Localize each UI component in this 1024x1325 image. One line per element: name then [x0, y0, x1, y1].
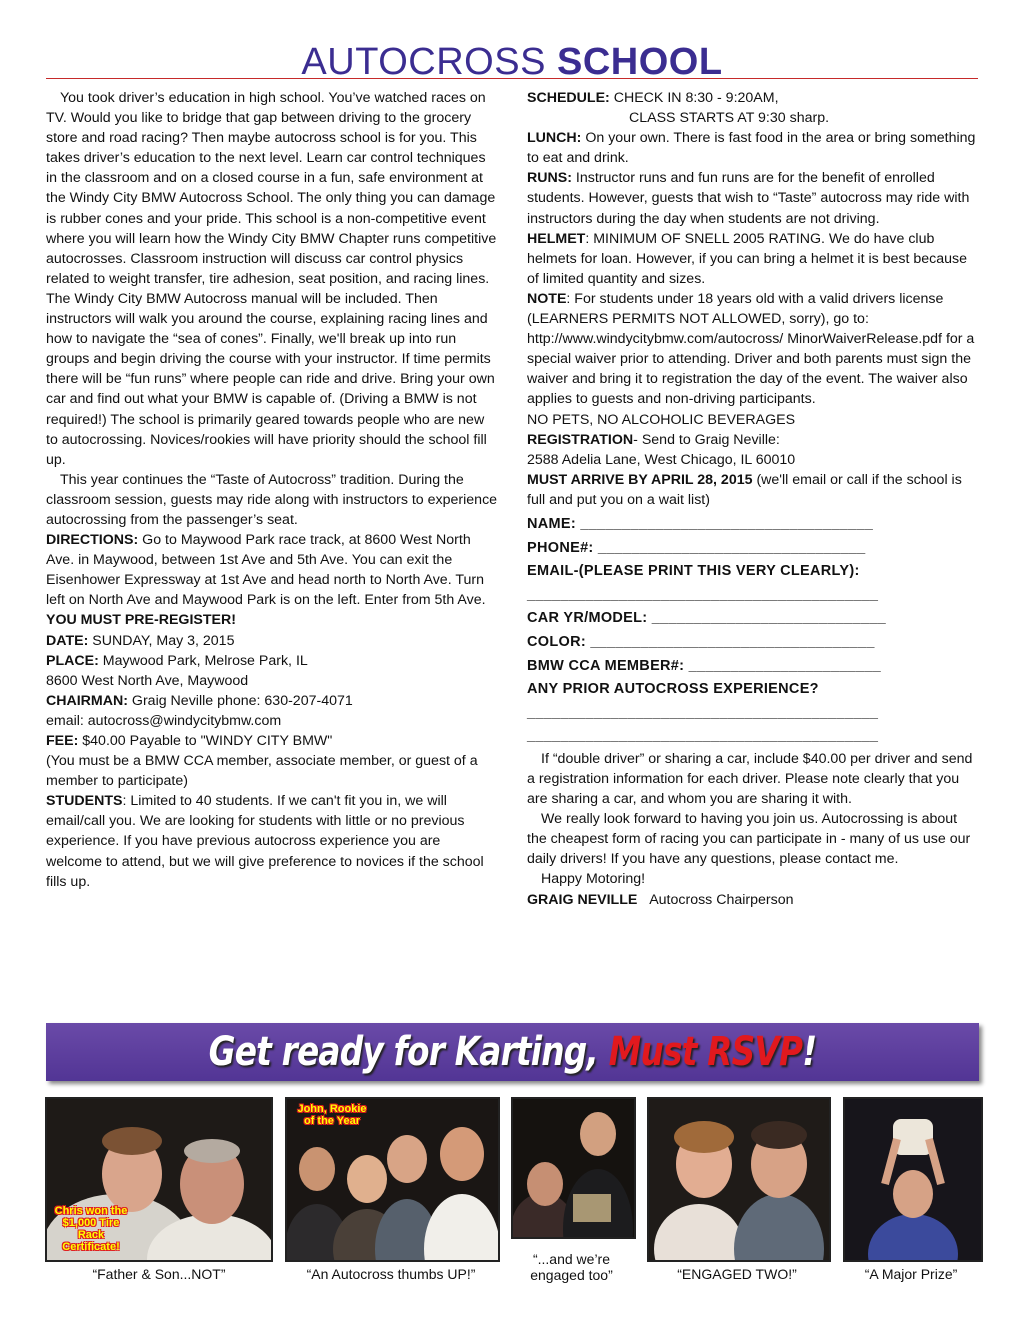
- place-address: 8600 West North Ave, Maywood: [46, 672, 249, 689]
- form-experience-field-1[interactable]: __________________________________________: [527, 704, 879, 721]
- preregister-notice: YOU MUST PRE-REGISTER!: [46, 612, 236, 629]
- form-car-field[interactable]: CAR YR/MODEL: ____________________________: [527, 610, 886, 627]
- date-label: DATE:: [46, 632, 89, 649]
- helmet-text: : MINIMUM OF SNELL 2005 RATING. We do have club helmets for loan. However, if you can bring a helmet it is best because of limited quantity and sizes.: [527, 230, 968, 287]
- taste-paragraph: This year continues the “Taste of Autocross” tradition. During the classroom session, guests may ride along with instructors to experience autocrossing from the passenger’s seat.: [46, 471, 498, 528]
- form-email-label: EMAIL-(PLEASE PRINT THIS VERY CLEARLY):: [527, 563, 860, 580]
- directions: [46, 530, 498, 610]
- schedule-1: CHECK IN 8:30 - 9:20AM,: [613, 90, 779, 106]
- arrive-line: [527, 470, 979, 510]
- fee-line: [46, 731, 498, 751]
- form-email-field[interactable]: __________________________________________: [527, 586, 879, 603]
- photo-father-son: [45, 1097, 273, 1262]
- students-text: : Limited to 40 students. If we can't fit you in, we will email/call you. We are looking for students with little or no previous experience. If you have previous autocross experience you are welcome to attend, but we will give preference to novices if the school fills up.: [46, 793, 484, 890]
- photo-3-caption-2: engaged too”: [530, 1267, 613, 1283]
- photo-2-caption: “An Autocross thumbs UP!”: [306, 1266, 476, 1282]
- intro-paragraph: You took driver’s education in high school. You’ve watched races on TV. Would you like to bridge that gap between driving to the grocery store and road racing? Then maybe autocross school is for you. This takes driver’s education to the next level. Learn car control techniques in the classroom and on a closed course in a fun, safe environment at the Windy City BMW Autocross School. The only thing you can damage is rubber cones and your pride. This school is a non-competitive event where you will learn how the Windy City BMW Chapter runs competitive autocrosses. Classroom instruction will discuss car control physics related to weight transfer, tire adhesion, seat position, and racing lines. The Windy City BMW Autocross manual will be included. Then instructors will walk you around the course, explaining racing lines and how to navigate the “sea of cones”. Finally, we'll break up into run groups and begin driving the course with your instructor. If time permits there will be “fun runs” where people can ride and drive. Bring your own car and find out what your BMW is capable of. (Driving a BMW is not required!) The school is primarily geared towards people who are new to autocrossing. Novices/rookies will have priority should the school fill up.: [46, 90, 497, 468]
- photo-major-prize: [843, 1097, 983, 1262]
- happy-motoring: Happy Motoring!: [541, 871, 646, 888]
- title-light: AUTOCROSS: [301, 41, 546, 83]
- helmet-label: HELMET: [527, 230, 586, 247]
- karting-banner: [46, 1023, 979, 1081]
- photo-engaged-two-image: [649, 1099, 829, 1260]
- registration-text: - Send to Graig Neville:: [633, 431, 780, 448]
- chairman-value: Graig Neville phone: 630-207-4071: [131, 692, 353, 709]
- runs-line: [527, 168, 979, 228]
- date-value: SUNDAY, May 3, 2015: [92, 632, 235, 649]
- note-label: NOTE: [527, 290, 567, 307]
- place-line: [46, 651, 498, 671]
- banner-text: [130, 1027, 895, 1077]
- runs-label: RUNS:: [527, 170, 572, 187]
- signoff-title: Autocross Chairperson: [649, 891, 794, 908]
- photo-2-overlay: John, Rookie of the Year: [297, 1103, 367, 1127]
- note-line: [527, 289, 979, 410]
- photo-engaged-too-image: [513, 1099, 634, 1237]
- fee-value: $40.00 Payable to "WINDY CITY BMW": [82, 733, 333, 749]
- runs-text: Instructor runs and fun runs are for the benefit of enrolled students. However, guests that wish to “Taste” autocross may ride with instructors during the day when students are not driving.: [527, 170, 970, 227]
- arrive-text: (we'll email or call if the school is full and put you on a wait list): [527, 471, 962, 508]
- form-name-field[interactable]: NAME: ___________________________________: [527, 515, 874, 532]
- date-line: [46, 631, 498, 651]
- place-label: PLACE:: [46, 652, 99, 669]
- left-column: [46, 88, 498, 892]
- helmet-line: [527, 229, 979, 289]
- photo-3-caption-1: “...and we’re: [532, 1251, 611, 1267]
- schedule-label: SCHEDULE:: [527, 90, 610, 106]
- students-line: [46, 791, 498, 891]
- title-rule: [46, 78, 978, 79]
- signoff: [527, 890, 979, 910]
- no-pets: NO PETS, NO ALCOHOLIC BEVERAGES: [527, 411, 796, 428]
- note-text: : For students under 18 years old with a valid drivers license (LEARNERS PERMITS NOT ALLOWED, sorry), go to: http://www.windycitybmw.com/autocross/ MinorWaiverRelease.pdf for a special waiver prior to attending. Driver and both parents must sign the waiver and bring it to registration the day of the event. The waiver also applies to guests and non-driving participants.: [527, 290, 975, 408]
- directions-text: Go to Maywood Park race track, at 8600 West North Ave. in Maywood, between 1st Ave and 5th Ave. You can exit the Eisenhower Expressway at 1st Ave and head north to North Ave. Turn left on North Ave and Maywood Park is on the left. Enter from 5th Ave.: [46, 532, 486, 609]
- lunch-label: LUNCH:: [527, 130, 582, 147]
- registration-line: [527, 430, 979, 450]
- directions-label: DIRECTIONS:: [46, 532, 139, 549]
- chairman-label: CHAIRMAN:: [46, 692, 128, 709]
- fee-note: (You must be a BMW CCA member, associate member, or guest of a member to participate): [46, 753, 478, 790]
- schedule-line: [527, 88, 979, 108]
- double-driver-paragraph: If “double driver” or sharing a car, include $40.00 per driver and send a registration information for each driver. Please note clearly that you are sharing a car, and whom you are sharing it with.: [527, 750, 973, 808]
- form-phone-field[interactable]: PHONE#: ________________________________: [527, 539, 866, 556]
- form-experience-field-2[interactable]: __________________________________________: [527, 728, 879, 745]
- registration-address: 2588 Adelia Lane, West Chicago, IL 60010: [527, 451, 796, 468]
- photo-1-caption: “Father & Son...NOT”: [92, 1266, 226, 1282]
- form-experience-label: ANY PRIOR AUTOCROSS EXPERIENCE?: [527, 681, 819, 698]
- lunch-line: [527, 128, 979, 168]
- photo-engaged-too: [511, 1097, 636, 1239]
- email-line: email: autocross@windycitybmw.com: [46, 712, 282, 729]
- signoff-name: GRAIG NEVILLE: [527, 891, 638, 908]
- look-forward-paragraph: We really look forward to having you join us. Autocrossing is about the cheapest form of racing you can participate in - many of us use our daily drivers! If you have any questions, please contact me.: [527, 811, 971, 868]
- banner-text-end: !: [802, 1029, 817, 1075]
- photo-3-caption: [511, 1251, 632, 1283]
- photo-thumbs-up: [285, 1097, 500, 1262]
- place-value: Maywood Park, Melrose Park, IL: [102, 652, 308, 669]
- chairman-line: [46, 691, 498, 711]
- photo-5-caption: “A Major Prize”: [864, 1266, 958, 1282]
- schedule-2: CLASS STARTS AT 9:30 sharp.: [629, 110, 830, 127]
- registration-label: REGISTRATION: [527, 431, 634, 448]
- fee-label: FEE:: [46, 733, 79, 749]
- students-label: STUDENTS: [46, 793, 123, 810]
- right-column: [527, 88, 979, 910]
- title-bold: SCHOOL: [557, 41, 723, 83]
- photo-major-prize-image: [845, 1099, 981, 1260]
- photo-1-overlay: Chris won the $1,000 Tire Rack Certificate!: [54, 1205, 128, 1253]
- form-member-field[interactable]: BMW CCA MEMBER#: _______________________: [527, 657, 882, 674]
- photo-4-caption: “ENGAGED TWO!”: [677, 1266, 797, 1282]
- banner-text-red: Must RSVP: [608, 1029, 803, 1075]
- lunch-text: On your own. There is fast food in the area or bring something to eat and drink.: [527, 130, 976, 167]
- arrive-label: MUST ARRIVE BY APRIL 28, 2015: [527, 471, 753, 488]
- photo-engaged-two: [647, 1097, 831, 1262]
- form-color-field[interactable]: COLOR: __________________________________: [527, 633, 875, 650]
- banner-text-white: Get ready for Karting,: [208, 1029, 609, 1075]
